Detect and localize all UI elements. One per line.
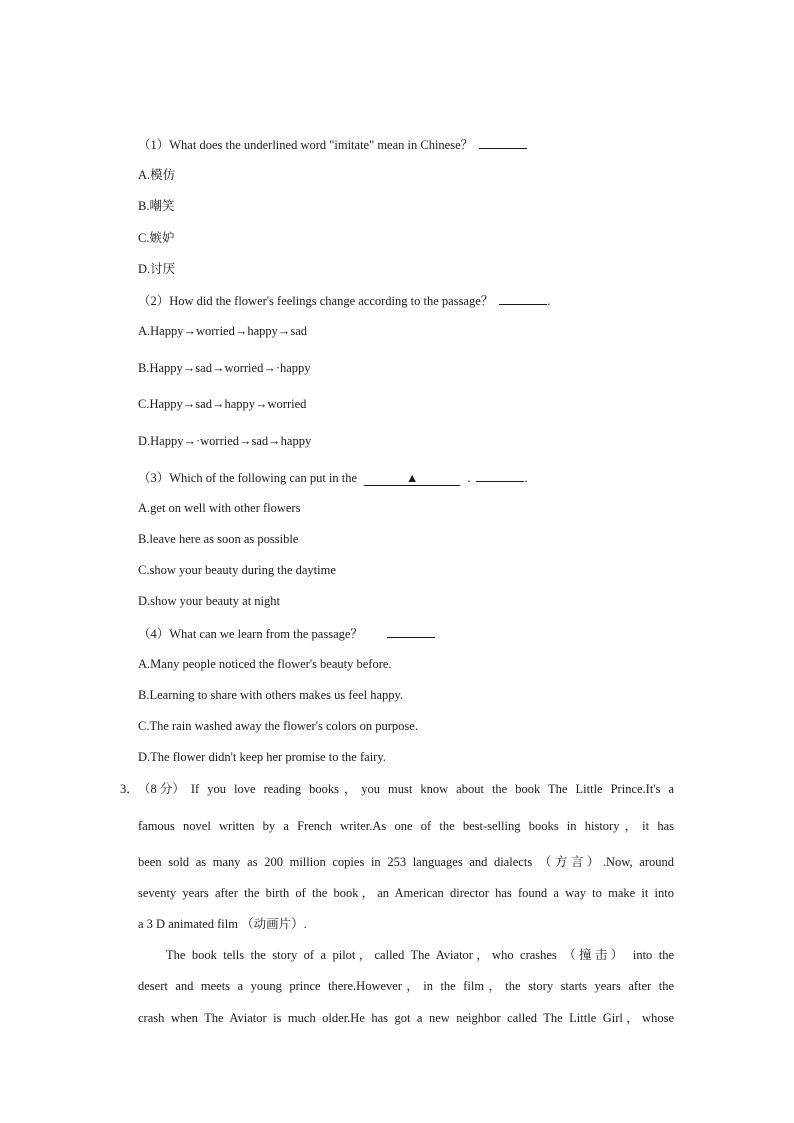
question-3-mid: .: [467, 471, 471, 485]
q1-option-d: D.讨厌: [138, 262, 176, 276]
passage-para2-line-3: crash when The Aviator is much older.He has got a new neighbor called The Little Girl，whose: [138, 1011, 674, 1025]
blank-with-triangle: [364, 471, 460, 486]
q1-option-b: B.嘲笑: [138, 199, 175, 213]
question-number-3: [120, 781, 139, 797]
q2-option-c: C.Happy→sad→happy→worried: [138, 397, 307, 411]
q3-option-a: A.get on well with other flowers: [138, 501, 301, 515]
question-4-stem: （4）What can we learn from the passage？: [138, 627, 363, 641]
question-3: [138, 469, 528, 486]
passage-line-2: famous novel written by a French writer.As one of the best-selling books in history，it has: [138, 819, 674, 833]
question-3-tail: .: [524, 471, 528, 485]
passage-text-1: If you love reading books，you must know about the book The Little Prince.It's a: [190, 782, 674, 796]
q1-option-c: C.嫉妒: [138, 231, 175, 245]
question-1: [138, 136, 527, 153]
q3-option-d: D.show your beauty at night: [138, 594, 280, 608]
answer-blank-2[interactable]: [499, 292, 547, 305]
question-1-stem: （1）What does the underlined word "imitate" mean in Chinese？: [138, 138, 474, 152]
question-3-stem: （3）Which of the following can put in the: [138, 471, 358, 485]
question-number: 3．: [120, 782, 139, 796]
passage-line-1: [138, 781, 674, 797]
answer-blank-4[interactable]: [387, 625, 435, 638]
question-2-tail: .: [547, 294, 551, 308]
passage-line-3: been sold as many as 200 million copies in 253 languages and dialects （方言）.Now, around: [138, 855, 674, 869]
passage-line-5: a 3 D animated film （动画片）.: [138, 917, 307, 931]
question-2: [138, 292, 550, 309]
passage-para2-line-1: The book tells the story of a pilot，called The Aviator，who crashes （撞击） into the: [166, 948, 674, 962]
q4-option-b: B.Learning to share with others makes us feel happy.: [138, 688, 404, 702]
q3-option-b: B.leave here as soon as possible: [138, 532, 299, 546]
answer-blank-1[interactable]: [479, 136, 527, 149]
q4-option-d: D.The flower didn't keep her promise to the fairy.: [138, 750, 386, 764]
score-label: （8 分）: [138, 782, 185, 796]
q2-option-d: D.Happy→·worried→sad→happy: [138, 434, 312, 448]
q4-option-c: C.The rain washed away the flower's colors on purpose.: [138, 719, 418, 733]
question-2-stem: （2）How did the flower's feelings change according to the passage？: [138, 294, 494, 308]
question-4: [138, 625, 435, 642]
q4-option-a: A.Many people noticed the flower's beauty before.: [138, 657, 392, 671]
q2-option-b: B.Happy→sad→worried→·happy: [138, 361, 311, 375]
q2-option-a: A.Happy→worried→happy→sad: [138, 324, 308, 338]
q1-option-a: A.模仿: [138, 168, 176, 182]
triangle-icon: ▲: [406, 471, 419, 485]
passage-para2-line-2: desert and meets a young prince there.However，in the film，the story starts years after the: [138, 979, 674, 993]
answer-blank-3[interactable]: [476, 469, 524, 482]
passage-line-4: seventy years after the birth of the book，an American director has found a way to make it into: [138, 886, 674, 900]
q3-option-c: C.show your beauty during the daytime: [138, 563, 336, 577]
